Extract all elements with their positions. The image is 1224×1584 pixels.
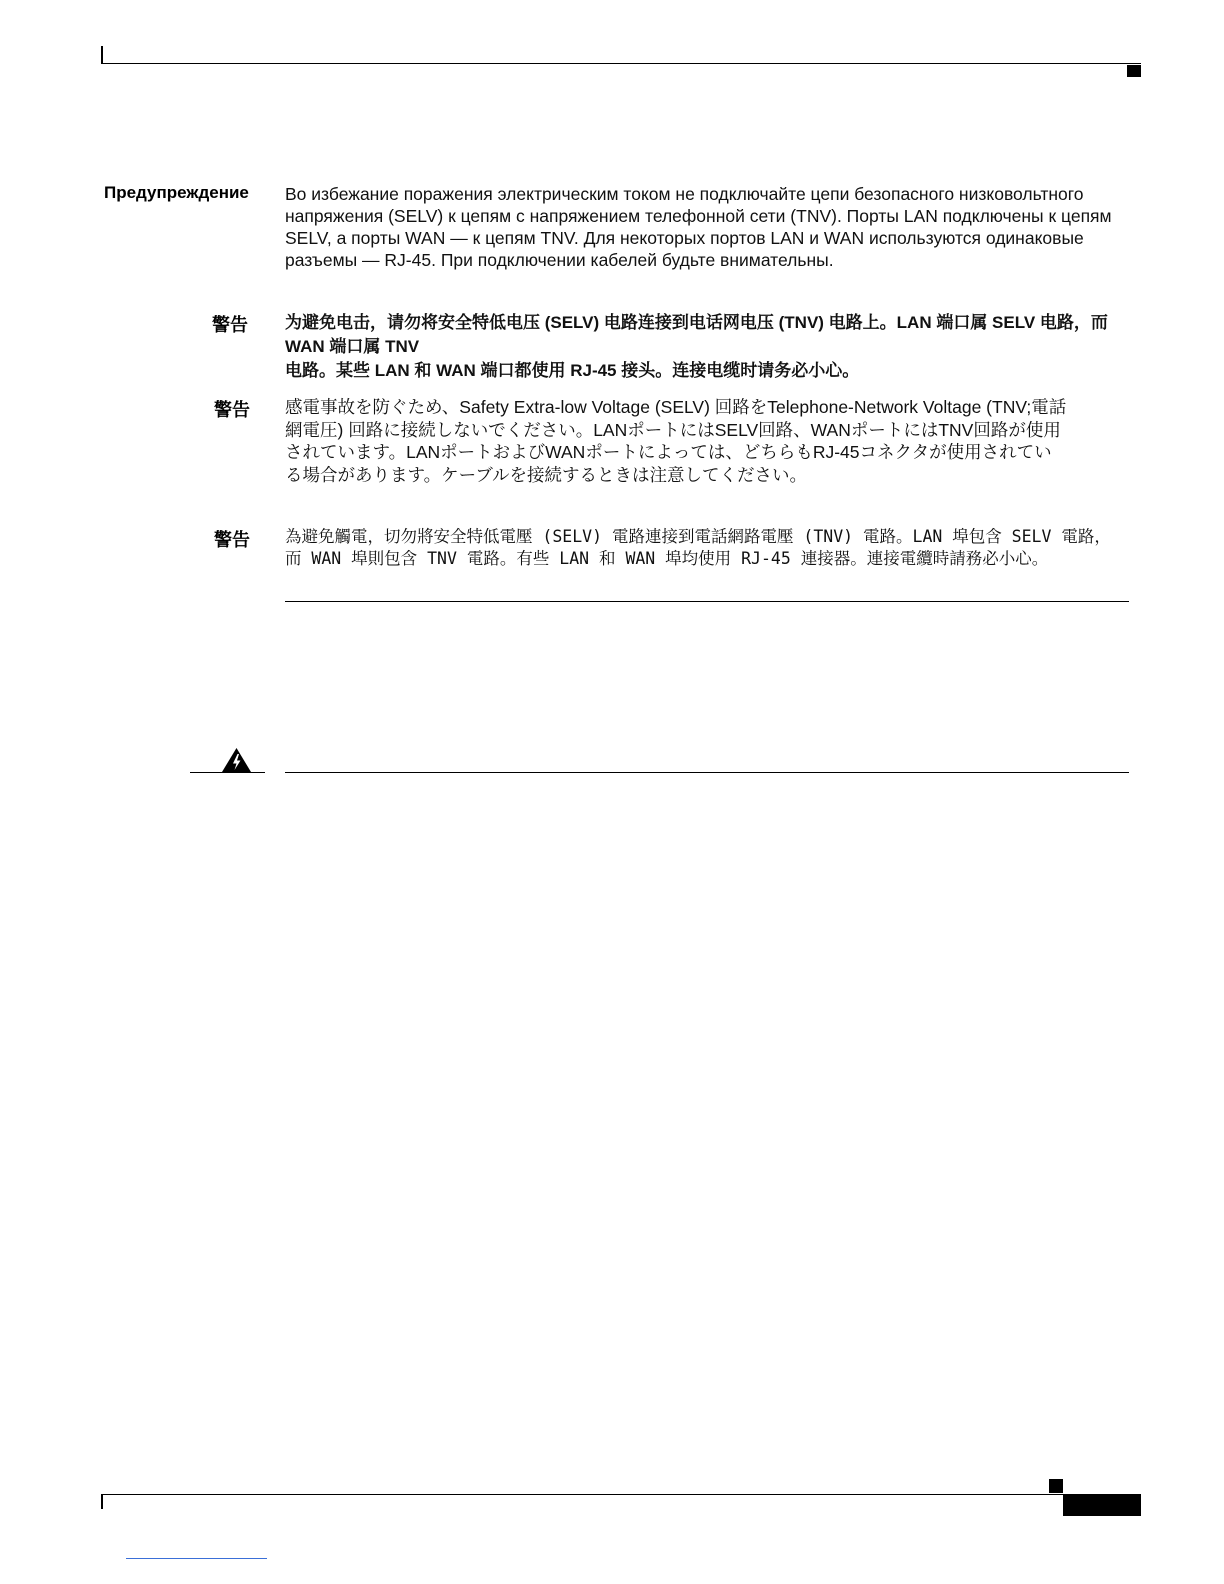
footer-tick bbox=[101, 1494, 103, 1509]
warning-rule bbox=[285, 772, 1129, 773]
warning-label-chinese-traditional: 警告 bbox=[214, 530, 250, 550]
footer-marker bbox=[1049, 1479, 1063, 1493]
warning-text-japanese: 感電事故を防ぐため、Safety Extra-low Voltage (SELV) 回路をTelephone-Network Voltage (TNV;電話 網電圧) 回路に接続しないでください。LANポートにはSELV回路、WANポートにはTNV回路が使用 されています。LANポートおよびWANポートによっては、どちらもRJ-45コネクタが使用されてい る場合があります。ケーブルを接続するときは注意してください。 bbox=[285, 397, 1067, 485]
footer-link-underline[interactable] bbox=[126, 1558, 267, 1559]
warning-text-chinese-traditional: 為避免觸電，切勿將安全特低電壓 (SELV) 電路連接到電話網路電壓 (TNV) 電路。LAN 埠包含 SELV 電路， 而 WAN 埠則包含 TNV 電路。有些 LAN 和 WAN 埠均使用 RJ-45 連接器。連接電纜時請務必小心。 bbox=[285, 527, 1111, 568]
warning-text-russian: Во избежание поражения электрическим током не подключайте цепи безопасного низковольтного напряжения (SELV) к цепям с напряжением телефонной сети (TNV). Порты LAN подключены к цепям SELV, а порты WAN — к цепям TNV. Для некоторых портов LAN и WAN используются одинаковые разъемы — RJ-45. При подключении кабелей будьте внимательны. bbox=[285, 184, 1112, 270]
header-tick bbox=[101, 46, 103, 64]
header-rule bbox=[101, 63, 1141, 64]
warning-label-japanese: 警告 bbox=[214, 400, 250, 420]
footer-page-block bbox=[1063, 1494, 1141, 1516]
warning-label-russian: Предупреждение bbox=[104, 183, 249, 202]
footer-rule bbox=[101, 1494, 1141, 1495]
warning-triangle-lightning-icon bbox=[221, 747, 252, 773]
warning-text-chinese-simplified: 为避免电击，请勿将安全特低电压 (SELV) 电路连接到电话网电压 (TNV) 电路上。LAN 端口属 SELV 电路，而 WAN 端口属 TNV 电路。某些 LAN 和 WAN 端口都使用 RJ-45 接头。连接电缆时请务必小心。 bbox=[285, 313, 1108, 380]
header-marker bbox=[1127, 65, 1141, 77]
warning-label-chinese-simplified: 警告 bbox=[212, 315, 248, 335]
section-end-rule bbox=[285, 601, 1129, 602]
